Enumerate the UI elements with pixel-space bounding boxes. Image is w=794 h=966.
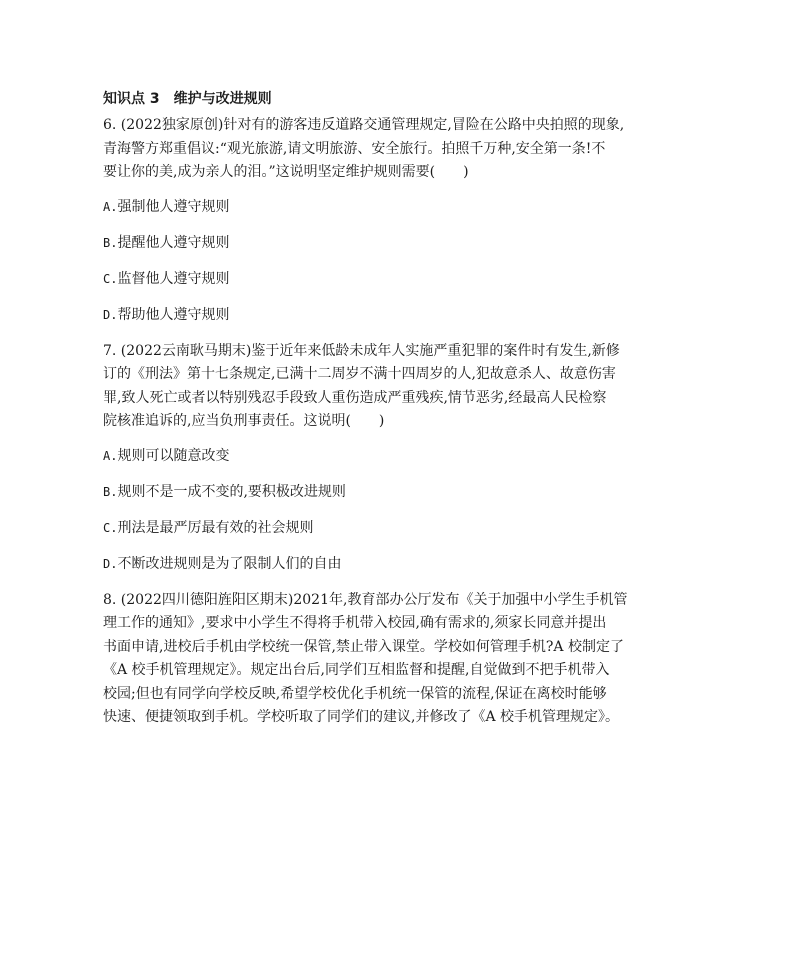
stem-line: 院核准追诉的,应当负刑事责任。这说明( ) (103, 413, 385, 429)
option-c (103, 517, 693, 553)
option-letter: A. (103, 199, 118, 214)
stem-line: 6. (2022独家原创)针对有的游客违反道路交通管理规定,冒险在公路中央拍照的现象, (103, 117, 625, 133)
stem-line: 罪,致人死亡或者以特别残忍手段致人重伤造成严重残疾,情节恶劣,经最高人民检察 (103, 389, 607, 406)
question-7 (103, 340, 693, 589)
question-8 (103, 589, 693, 730)
stem-line: 8. (2022四川德阳旌阳区期末)2021年,教育部办公厅发布《关于加强中小学生手机管 (103, 591, 628, 608)
option-a (103, 445, 693, 481)
option-text: 不断改进规则是为了限制人们的自由 (117, 555, 342, 572)
stem-line: 青海警方郑重倡议:“观光旅游,请文明旅游、安全旅行。拍照千万种,安全第一条!不 (103, 140, 606, 157)
option-text: 帮助他人遵守规则 (117, 306, 230, 323)
option-text: 监督他人遵守规则 (117, 270, 230, 287)
stem-line: 7. (2022云南耿马期末)鉴于近年来低龄未成年人实施严重犯罪的案件时有发生,新修 (103, 342, 620, 359)
option-letter: A. (103, 448, 118, 463)
section-title: 知识点 3 维护与改进规则 (103, 91, 272, 107)
stem-line: 《A 校手机管理规定》。规定出台后,同学们互相监督和提醒,自觉做到不把手机带入 (103, 662, 610, 678)
stem-line: 订的《刑法》第十七条规定,已满十二周岁不满十四周岁的人,犯故意杀人、故意伤害 (103, 366, 616, 382)
option-letter: D. (103, 556, 118, 571)
option-letter: D. (103, 307, 118, 322)
option-d (103, 553, 693, 589)
option-c (103, 268, 693, 304)
stem-line: 要让你的美,成为亲人的泪。”这说明坚定维护规则需要( ) (103, 164, 469, 180)
stem-line: 书面申请,进校后手机由学校统一保管,禁止带入课堂。学校如何管理手机?A 校制定了 (103, 638, 624, 655)
option-a (103, 196, 693, 232)
question-stem (103, 589, 693, 730)
option-text: 提醒他人遵守规则 (117, 234, 230, 251)
option-text: 刑法是最严厉最有效的社会规则 (117, 519, 314, 536)
option-letter: C. (103, 520, 118, 535)
question-stem (103, 340, 693, 434)
option-letter: B. (103, 484, 118, 499)
stem-line: 校园;但也有同学向学校反映,希望学校优化手机统一保管的流程,保证在离校时能够 (103, 685, 607, 702)
option-letter: C. (103, 271, 118, 286)
option-text: 强制他人遵守规则 (117, 198, 230, 215)
option-text: 规则可以随意改变 (117, 447, 230, 464)
question-stem (103, 114, 693, 185)
stem-line: 理工作的通知》,要求中小学生不得将手机带入校园,确有需求的,须家长同意并提出 (103, 615, 607, 631)
option-b (103, 232, 693, 268)
option-letter: B. (103, 235, 118, 250)
option-d (103, 304, 693, 340)
option-text: 规则不是一成不变的,要积极改进规则 (117, 483, 346, 500)
option-b (103, 481, 693, 517)
stem-line: 快速、便捷领取到手机。学校听取了同学们的建议,并修改了《A 校手机管理规定》。 (103, 709, 620, 725)
question-6 (103, 114, 693, 340)
document-page (103, 88, 693, 741)
